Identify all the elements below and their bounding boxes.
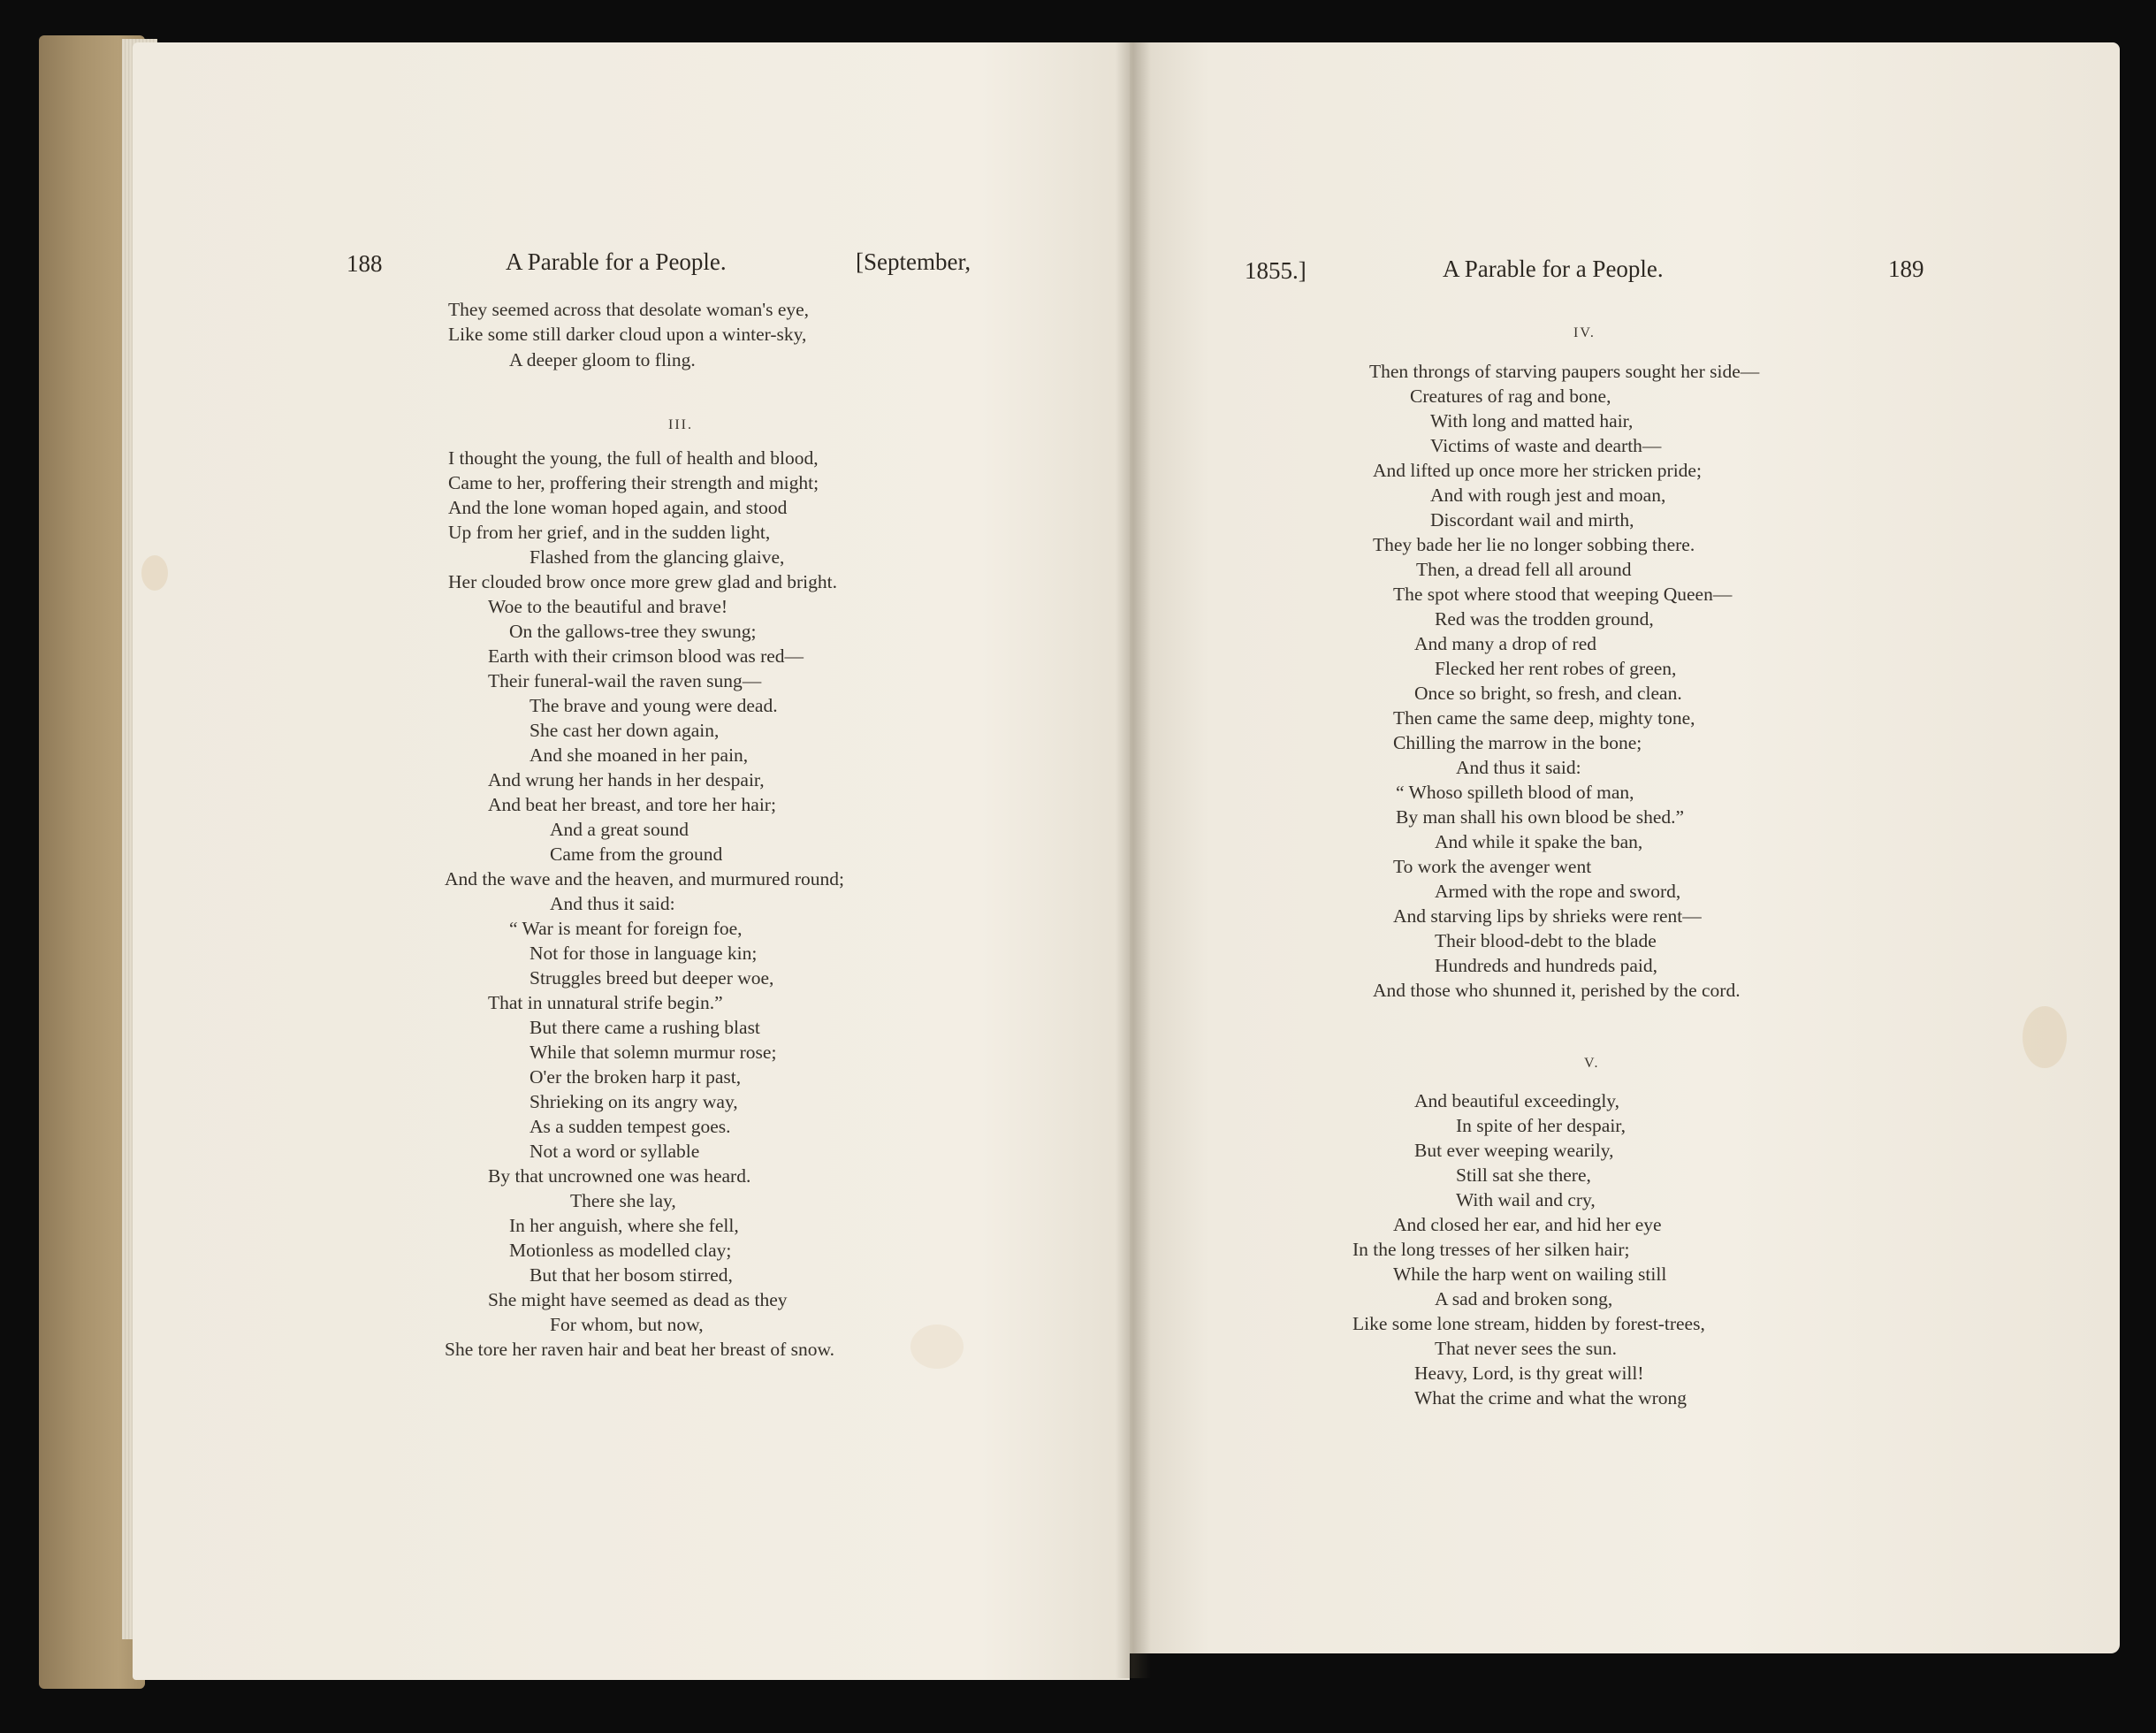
poem-line: Not a word or syllable: [529, 1141, 700, 1162]
poem-line: Victims of waste and dearth—: [1430, 435, 1662, 456]
poem-line: And wrung her hands in her despair,: [488, 769, 765, 790]
poem-line: To work the avenger went: [1393, 856, 1592, 877]
foxing-stain: [910, 1325, 964, 1369]
poem-line: Like some still darker cloud upon a winter-sky,: [448, 324, 807, 345]
poem-line: For whom, but now,: [550, 1314, 704, 1335]
running-date-left: [September,: [856, 248, 971, 275]
poem-line: They seemed across that desolate woman's eye,: [448, 299, 810, 320]
poem-line: Then throngs of starving paupers sought her side—: [1369, 361, 1760, 382]
poem-line: But that her bosom stirred,: [529, 1264, 733, 1286]
poem-line: Motionless as modelled clay;: [509, 1240, 732, 1261]
poem-line: Woe to the beautiful and brave!: [488, 596, 728, 617]
poem-line: And starving lips by shrieks were rent—: [1393, 905, 1702, 927]
poem-line: Came to her, proffering their strength and might;: [448, 472, 819, 493]
poem-line: And thus it said:: [1456, 757, 1581, 778]
poem-line: Then, a dread fell all around: [1416, 559, 1632, 580]
poem-line: And while it spake the ban,: [1435, 831, 1643, 852]
poem-line: Armed with the rope and sword,: [1435, 881, 1681, 902]
poem-line: That never sees the sun.: [1435, 1338, 1617, 1359]
running-title-left: A Parable for a People.: [506, 248, 727, 275]
poem-line: While the harp went on wailing still: [1393, 1263, 1667, 1285]
poem-line: By man shall his own blood be shed.”: [1396, 806, 1685, 828]
poem-line: In her anguish, where she fell,: [509, 1215, 739, 1236]
poem-line: Came from the ground: [550, 844, 723, 865]
poem-line: And she moaned in her pain,: [529, 744, 749, 766]
poem-line: Her clouded brow once more grew glad and bright.: [448, 571, 838, 592]
poem-line: Once so bright, so fresh, and clean.: [1414, 683, 1682, 704]
page-number-left: 188: [347, 250, 383, 277]
page-number-right: 189: [1888, 256, 1924, 282]
poem-line: With long and matted hair,: [1430, 410, 1634, 431]
foxing-stain: [2023, 1006, 2067, 1068]
poem-line: That in unnatural strife begin.”: [488, 992, 723, 1013]
poem-line: There she lay,: [570, 1190, 676, 1211]
poem-line: Flashed from the glancing glaive,: [529, 546, 785, 568]
poem-line: “ War is meant for foreign foe,: [509, 918, 743, 939]
poem-line: They bade her lie no longer sobbing there.: [1373, 534, 1695, 555]
poem-line: Struggles breed but deeper woe,: [529, 967, 774, 989]
section-heading-iv: IV.: [1573, 325, 1596, 340]
poem-line: What the crime and what the wrong: [1414, 1387, 1687, 1409]
poem-line: And the lone woman hoped again, and stood: [448, 497, 788, 518]
poem-line: Up from her grief, and in the sudden light,: [448, 522, 771, 543]
poem-line: Their blood-debt to the blade: [1435, 930, 1657, 951]
poem-line: A sad and broken song,: [1435, 1288, 1613, 1309]
section-heading-iii: III.: [668, 417, 693, 432]
poem-line: I thought the young, the full of health and blood,: [448, 447, 819, 469]
poem-line: Heavy, Lord, is thy great will!: [1414, 1363, 1644, 1384]
poem-line: “ Whoso spilleth blood of man,: [1396, 782, 1634, 803]
section-heading-v: V.: [1584, 1056, 1600, 1071]
poem-line: And many a drop of red: [1414, 633, 1596, 654]
book-gutter: [1116, 42, 1151, 1678]
poem-line: Not for those in language kin;: [529, 943, 758, 964]
poem-line: Red was the trodden ground,: [1435, 608, 1654, 630]
running-title-right: A Parable for a People.: [1443, 256, 1664, 282]
poem-line: She might have seemed as dead as they: [488, 1289, 788, 1310]
poem-line: By that uncrowned one was heard.: [488, 1165, 751, 1187]
poem-line: And those who shunned it, perished by the cord.: [1373, 980, 1741, 1001]
poem-line: Shrieking on its angry way,: [529, 1091, 738, 1112]
poem-line: Discordant wail and mirth,: [1430, 509, 1634, 531]
poem-line: And beautiful exceedingly,: [1414, 1090, 1620, 1111]
poem-line: Creatures of rag and bone,: [1410, 386, 1611, 407]
poem-line: Still sat she there,: [1456, 1164, 1591, 1186]
poem-line: Then came the same deep, mighty tone,: [1393, 707, 1695, 729]
poem-line: While that solemn murmur rose;: [529, 1042, 777, 1063]
poem-line: Their funeral-wail the raven sung—: [488, 670, 762, 691]
running-date-right: 1855.]: [1245, 257, 1307, 284]
poem-line: In spite of her despair,: [1456, 1115, 1626, 1136]
poem-line: And closed her ear, and hid her eye: [1393, 1214, 1662, 1235]
poem-line: Chilling the marrow in the bone;: [1393, 732, 1642, 753]
poem-line: With wail and cry,: [1456, 1189, 1596, 1210]
poem-line: She cast her down again,: [529, 720, 720, 741]
poem-line: Flecked her rent robes of green,: [1435, 658, 1677, 679]
poem-line: Like some lone stream, hidden by forest-trees,: [1352, 1313, 1705, 1334]
poem-line: The spot where stood that weeping Queen—: [1393, 584, 1733, 605]
poem-line: The brave and young were dead.: [529, 695, 778, 716]
poem-line: And lifted up once more her stricken pride;: [1373, 460, 1702, 481]
poem-line: And beat her breast, and tore her hair;: [488, 794, 776, 815]
poem-line: Hundreds and hundreds paid,: [1435, 955, 1657, 976]
poem-line: O'er the broken harp it past,: [529, 1066, 742, 1088]
poem-line: But there came a rushing blast: [529, 1017, 760, 1038]
poem-line: And the wave and the heaven, and murmured round;: [445, 868, 844, 889]
poem-line: And with rough jest and moan,: [1430, 485, 1666, 506]
poem-line: As a sudden tempest goes.: [529, 1116, 731, 1137]
poem-line: A deeper gloom to fling.: [509, 349, 696, 370]
foxing-stain: [141, 555, 168, 591]
poem-line: And a great sound: [550, 819, 689, 840]
poem-line: She tore her raven hair and beat her breast of snow.: [445, 1339, 834, 1360]
poem-line: In the long tresses of her silken hair;: [1352, 1239, 1630, 1260]
poem-line: And thus it said:: [550, 893, 675, 914]
poem-line: Earth with their crimson blood was red—: [488, 645, 804, 667]
poem-line: But ever weeping wearily,: [1414, 1140, 1614, 1161]
poem-line: On the gallows-tree they swung;: [509, 621, 757, 642]
